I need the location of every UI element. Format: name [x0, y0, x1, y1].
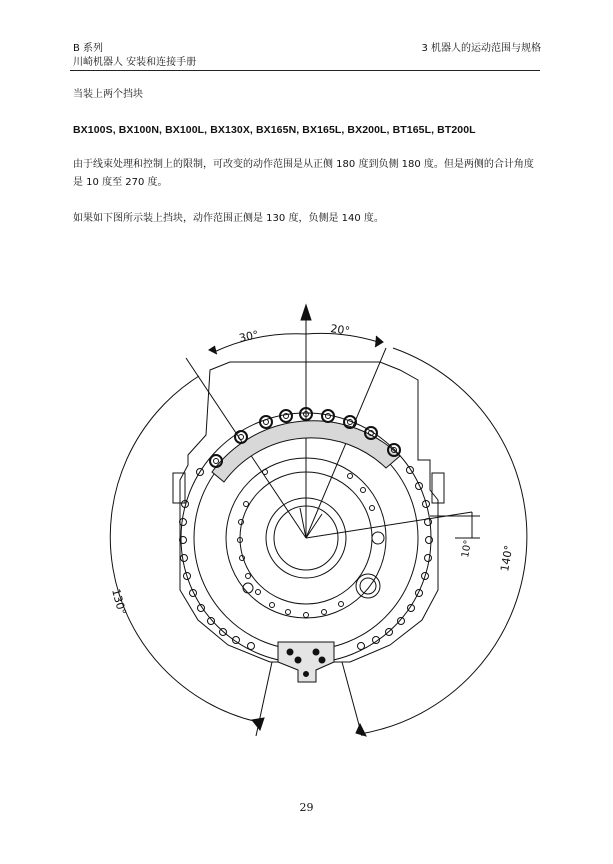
label-angle-130: 130°: [109, 587, 129, 617]
range-arc-left: [110, 376, 258, 722]
range-arc-right: [360, 348, 527, 734]
header-chapter: 3 机器人的运动范围与规格: [421, 43, 541, 54]
section-title: 当装上两个挡块: [73, 89, 143, 100]
model-list: BX100S, BX100N, BX100L, BX130X, BX165N, BX165L, BX200L, BT165L, BT200L: [73, 124, 476, 136]
paragraph-range-line1: 由于线束处理和控制上的限制，可改变的动作范围是从正侧 180 度到负侧 180 度。但是两侧的合计角度: [73, 159, 534, 170]
label-angle-20: 20°: [329, 322, 351, 338]
page-number: 29: [299, 801, 314, 814]
arc-30: [214, 334, 306, 352]
header-series: B 系列: [73, 43, 104, 54]
paragraph-stopper: 如果如下图所示装上挡块，动作范围正侧是 130 度，负侧是 140 度。: [73, 213, 384, 224]
header-rule: [70, 70, 540, 71]
radial-line-130: [256, 662, 272, 736]
axis-arrow: [301, 305, 311, 320]
stopper-diagram: [60, 290, 560, 764]
label-angle-140: 140°: [498, 544, 516, 573]
label-angle-30: 30°: [237, 328, 260, 345]
paragraph-range-line2: 是 10 度至 270 度。: [73, 177, 168, 188]
label-angle-10: 10°: [460, 539, 475, 559]
header-manual-title: 川崎机器人 安装和连接手册: [73, 57, 197, 68]
header-left: [73, 42, 196, 70]
radial-line-140: [342, 662, 362, 736]
